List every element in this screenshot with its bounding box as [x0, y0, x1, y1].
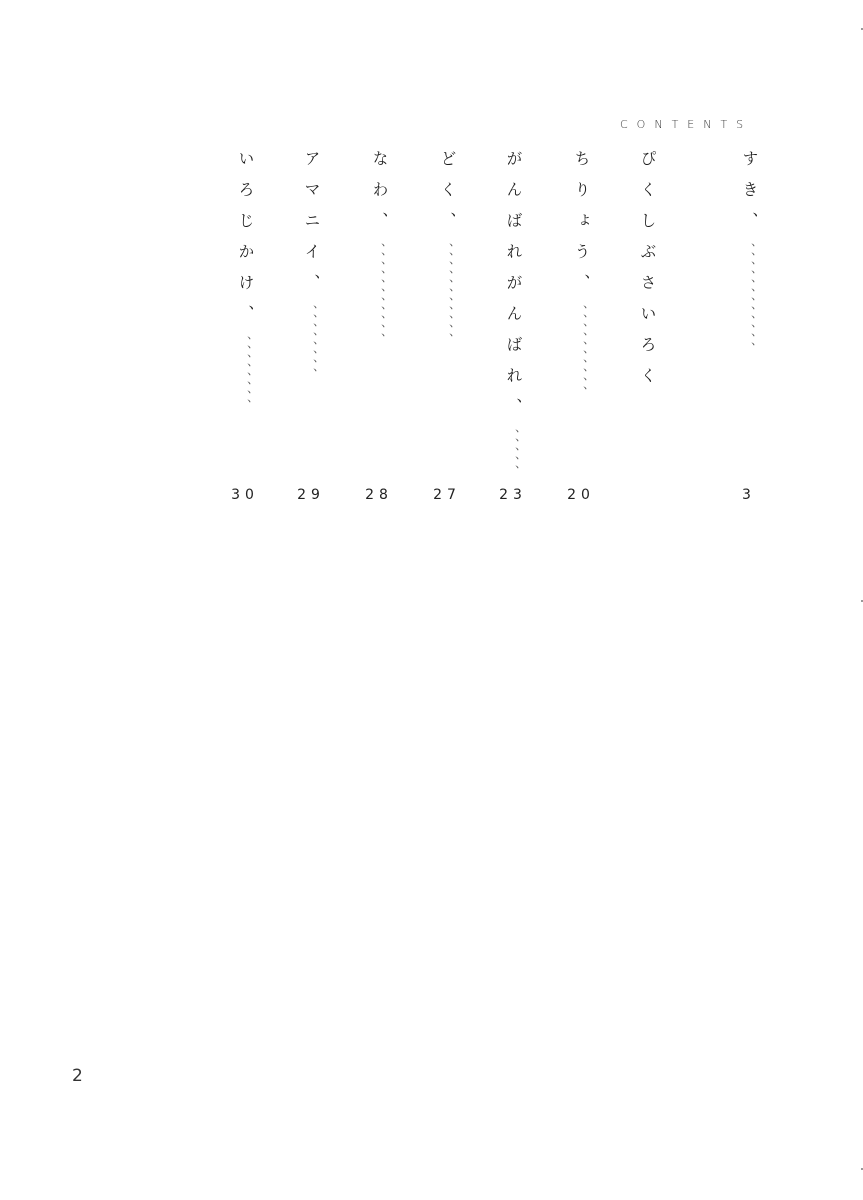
- toc-entry-title: がんばれがんばれ、: [504, 150, 523, 429]
- toc-entry-chiryou[interactable]: [566, 150, 596, 503]
- toc-entry-pixiv-collection[interactable]: [632, 150, 662, 398]
- toc-entry-leader: 、、、、、、、、: [238, 336, 252, 414]
- table-of-contents: [0, 150, 863, 520]
- toc-entry-leader: 、、、、、、、、、、: [574, 305, 588, 401]
- contents-heading: CONTENTS: [620, 118, 753, 131]
- toc-entry-ganbare[interactable]: [498, 150, 528, 503]
- toc-entry-nawa[interactable]: [364, 150, 394, 503]
- toc-entry-leader: 、、、、、、、、、、、、: [742, 243, 756, 357]
- toc-entry-title: すき、: [740, 150, 759, 243]
- toc-entry-amanii[interactable]: [296, 150, 326, 503]
- toc-entry-doku[interactable]: [432, 150, 462, 503]
- toc-entry-leader: 、、、、、: [506, 429, 520, 480]
- toc-entry-suki[interactable]: [734, 150, 764, 503]
- toc-entry-leader: 、、、、、、、、、、、: [372, 243, 386, 348]
- toc-entry-title: どく、: [438, 150, 457, 243]
- toc-entry-title: いろじかけ、: [236, 150, 255, 336]
- toc-entry-page-number: 3: [742, 487, 756, 503]
- toc-entry-title: なわ、: [370, 150, 389, 243]
- toc-entry-page-number: 28: [365, 487, 393, 503]
- toc-entry-irojikake[interactable]: [230, 150, 260, 503]
- toc-entry-page-number: 23: [499, 487, 527, 503]
- toc-entry-leader: 、、、、、、、、: [304, 305, 318, 383]
- toc-entry-leader: 、、、、、、、、、、、: [440, 243, 454, 348]
- toc-entry-title: ちりょう、: [572, 150, 591, 305]
- toc-entry-title: アマニイ、: [302, 150, 321, 305]
- toc-entry-page-number: 29: [297, 487, 325, 503]
- toc-entry-page-number: 27: [433, 487, 461, 503]
- toc-entry-page-number: 20: [567, 487, 595, 503]
- toc-entry-page-number: 30: [231, 487, 259, 503]
- page-folio-number: 2: [72, 1066, 83, 1086]
- toc-entry-title: ぴくしぶさいろく: [638, 150, 657, 398]
